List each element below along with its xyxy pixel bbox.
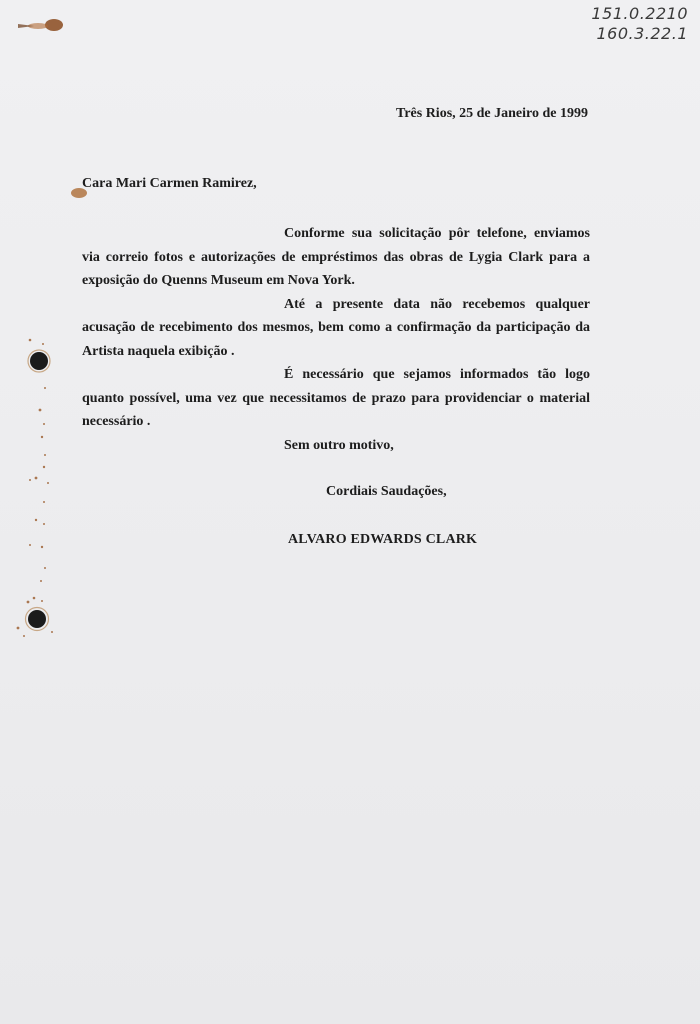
archive-code [548, 4, 688, 44]
body-paragraph-1: Conforme sua solicitação pôr telefone, enviamos via correio fotos e autorizações de empréstimos das obras de Lygia Clark para a exposição do Quenns Museum em Nova York. [82, 226, 590, 288]
signatory-name: ALVARO EDWARDS CLARK [288, 532, 478, 547]
place-date: Três Rios, 25 de Janeiro de 1999 [396, 106, 588, 121]
archive-code-line-2: 160.3.22.1 [596, 24, 688, 43]
archive-code-line-1: 151.0.2210 [591, 4, 688, 23]
body-paragraph-2: Até a presente data não recebemos qualquer acusação de recebimento dos mesmos, bem como a confirmação da participação da Artista naquela exibição . [82, 296, 590, 359]
closing-line: Sem outro motivo, [284, 438, 394, 453]
binder-holes [0, 0, 80, 1024]
regards-line: Cordiais Saudações, [326, 484, 447, 499]
body-paragraph-3: É necessário que sejamos informados tão logo quanto possível, uma vez que necessitamos de prazo para providenciar o material necessário . [82, 367, 590, 429]
salutation: Cara Mari Carmen Ramirez, [82, 176, 257, 191]
letter-body [82, 222, 590, 434]
